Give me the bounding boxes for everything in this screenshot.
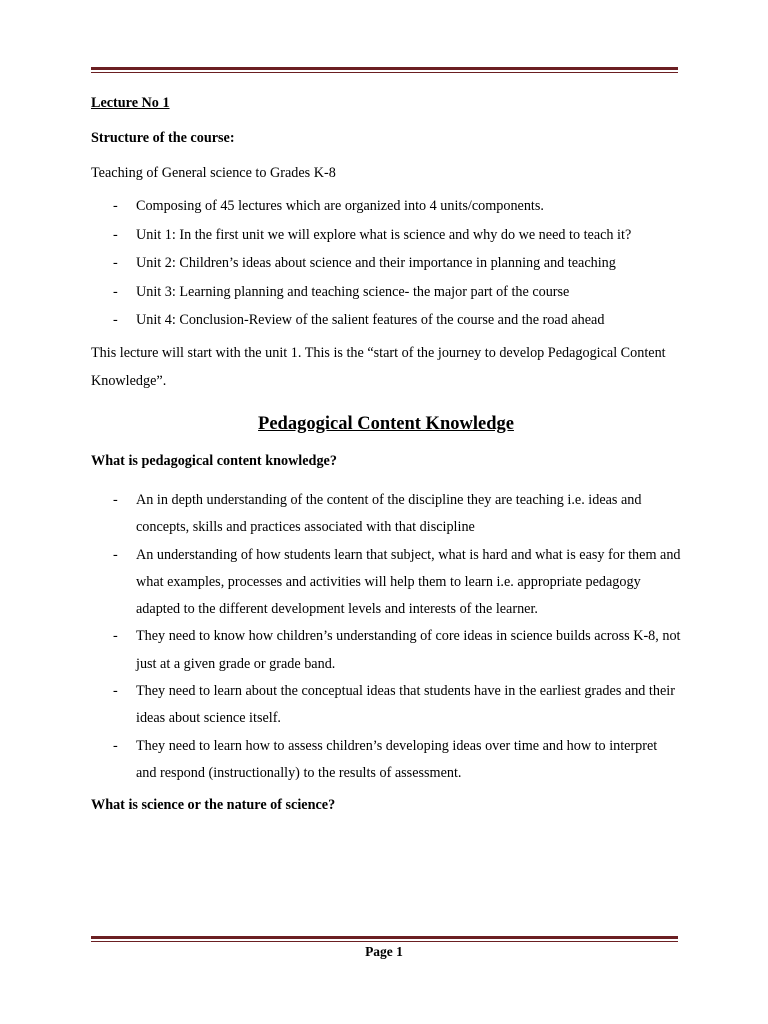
pck-question: What is pedagogical content knowledge?	[91, 452, 337, 469]
list-item: - Unit 2: Children’s ideas about science and their importance in planning and teaching	[113, 255, 616, 272]
list-item: - They need to learn how to assess children’s developing ideas over time and how to interpret and respond (instructionally) to the results of assessment.	[113, 737, 658, 781]
structure-heading: Structure of the course:	[91, 130, 235, 146]
course-subtitle: Teaching of General science to Grades K-8	[91, 165, 336, 181]
page-number: Page 1	[365, 944, 403, 959]
list-item: - Unit 4: Conclusion-Review of the salient features of the course and the road ahead	[113, 312, 605, 329]
list-item: - They need to learn about the conceptual ideas that students have in the earliest grades and their ideas about science itself.	[113, 683, 675, 727]
nature-of-science-question: What is science or the nature of science?	[91, 797, 336, 814]
header-rule	[91, 67, 678, 70]
section-title: Pedagogical Content Knowledge	[258, 413, 514, 434]
intro-paragraph: This lecture will start with the unit 1. This is the “start of the journey to develop Pedagogical Content Knowledge”.	[91, 344, 666, 389]
list-item: - An understanding of how students learn that subject, what is hard and what is easy for them and what examples, processes and activities will help them to learn i.e. appropriate pedagogy adapted to the different development levels and interests of the learner.	[113, 546, 681, 618]
list-item: - Unit 1: In the first unit we will explore what is science and why do we need to teach it?	[113, 226, 632, 243]
list-item: - Unit 3: Learning planning and teaching science- the major part of the course	[113, 283, 570, 300]
pck-list	[91, 487, 681, 787]
list-item: - Composing of 45 lectures which are organized into 4 units/components.	[113, 198, 544, 214]
lecture-title: Lecture No 1	[91, 95, 170, 111]
footer-rule	[91, 936, 678, 939]
units-list	[91, 196, 681, 330]
list-item: - An in depth understanding of the content of the discipline they are teaching i.e. ideas and concepts, skills and practices associated with that discipline	[113, 491, 642, 536]
document-body	[91, 90, 681, 814]
list-item: - They need to know how children’s understanding of core ideas in science builds across K-8, not just at a given grade or grade band.	[113, 628, 681, 672]
